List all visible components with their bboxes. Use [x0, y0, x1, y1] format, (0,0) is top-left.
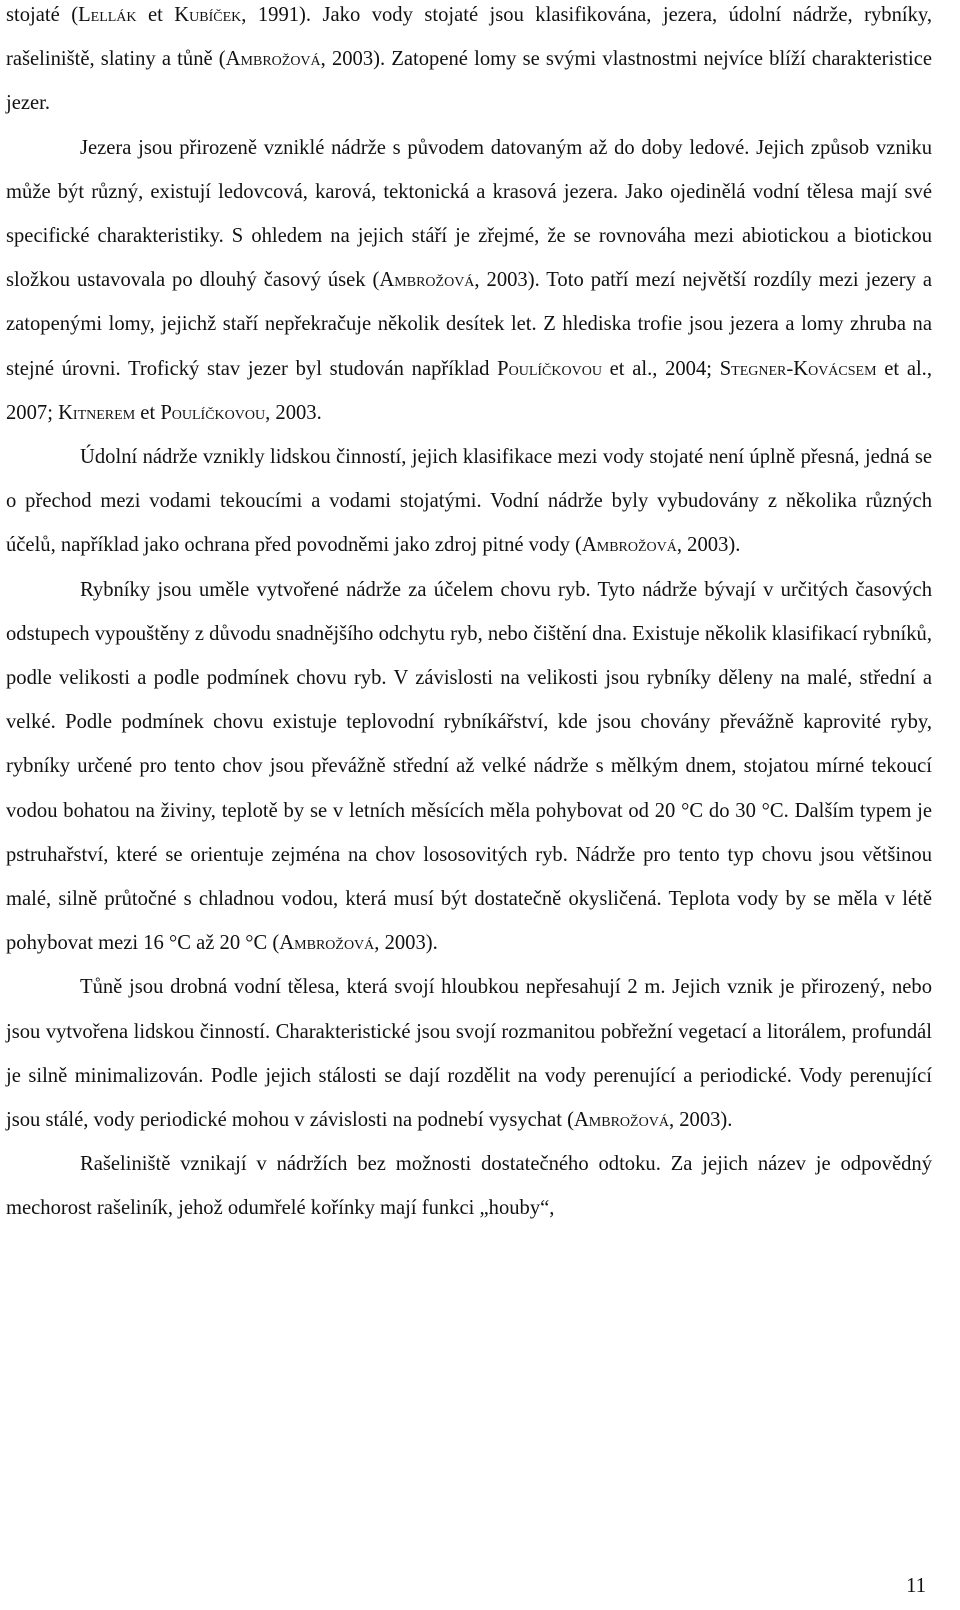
text-run: et	[136, 4, 175, 26]
author-citation: Ambrožová	[279, 932, 375, 955]
page-body	[6, 0, 932, 1231]
text-run: stojaté (	[6, 4, 79, 26]
text-run: , 1991). Jako vody stojaté jsou klasifikována, jezera, údolní nádrže, rybníky, rašeliniště, slatiny a tůně (	[6, 4, 932, 71]
author-citation: Ambrožová	[225, 48, 321, 71]
paragraph	[6, 568, 932, 966]
paragraph	[6, 1142, 932, 1230]
author-citation: Poulíčkovou	[497, 357, 602, 380]
page-number: 11	[906, 1575, 926, 1597]
text-run: Tůně jsou drobná vodní tělesa, která svojí hloubkou nepřesahují 2 m. Jejich vznik je přirozený, nebo jsou vytvořena lidskou činností. Charakteristické jsou svojí rozmanitou pobřežní vegetací a litorálem, profundál je silně minimalizován. Podle jejich stálosti se dají rozdělit na vody perenující a periodické. Vody perenující jsou stálé, vody periodické mohou v závislosti na podnebí vysychat (	[6, 976, 932, 1132]
text-run: , 2003).	[676, 534, 741, 557]
author-citation: Stegner-Kovácsem	[719, 357, 877, 380]
paragraph	[6, 126, 932, 435]
author-citation: Ambrožová	[573, 1109, 669, 1132]
author-citation: Lellák	[78, 4, 137, 26]
text-run: , 2003).	[668, 1109, 733, 1132]
paragraph	[6, 435, 932, 568]
paragraph-list	[6, 0, 932, 1231]
text-run: Rašeliniště vznikají v nádržích bez možnosti dostatečného odtoku. Za jejich název je odpovědný mechorost rašeliník, jehož odumřelé kořínky mají funkci „houby“,	[6, 1153, 932, 1220]
text-run: , 2003).	[374, 932, 438, 955]
paragraph	[6, 965, 932, 1142]
text-run: , 2003). Toto patří mezí největší rozdíly mezi jezery a zatopenými lomy, jejichž staří nepřekračuje několik desítek let. Z hlediska trofie jsou jezera a lomy zhruba na stejné úrovni. Trofický stav jezer byl studován například	[6, 269, 932, 380]
author-citation: Kubíček	[174, 4, 242, 26]
text-run: Jezera jsou přirozeně vzniklé nádrže s původem datovaným až do doby ledové. Jejich způsob vzniku může být různý, existují ledovcová, karová, tektonická a krasová jezera. Jako ojedinělá vodní tělesa mají své specifické charakteristiky. S ohledem na jejich stáří je zřejmé, že se rovnováha mezi abiotickou a biotickou složkou ustavovala po dlouhý časový úsek (	[6, 136, 932, 292]
text-run: et al., 2004;	[601, 357, 720, 380]
author-citation: Ambrožová	[379, 269, 475, 292]
author-citation: Kitnerem	[58, 401, 136, 424]
text-run: Rybníky jsou uměle vytvořené nádrže za účelem chovu ryb. Tyto nádrže bývají v určitých časových odstupech vypouštěny z důvodu snadnějšího odchytu ryb, nebo čištění dna. Existuje několik klasifikací rybníků, podle velikosti a podle podmínek chovu ryb. V závislosti na velikosti jsou rybníky děleny na malé, střední a velké. Podle podmínek chovu existuje teplovodní rybníkářství, kde jsou chovány převážně kaprovité ryby, rybníky určené pro tento chov jsou převážně střední až velké nádrže s mělkým dnem, stojatou mírné tekoucí vodou bohatou na živiny, teplotě by se v letních měsících měla pohybovat od 20 °C do 30 °C. Dalším typem je pstruhařství, které se orientuje zejména na chov lososovitých ryb. Nádrže pro tento typ chovu jsou většinou malé, silně průtočné s chladnou vodou, která musí být dostatečně okysličená. Teplota vody by se měla v létě pohybovat mezi 16 °C až 20 °C (	[6, 578, 932, 955]
paragraph	[6, 0, 932, 126]
author-citation: Poulíčkovou	[160, 401, 266, 424]
text-run: , 2003). Zatopené lomy se svými vlastnostmi nejvíce blíží charakteristice jezer.	[6, 48, 932, 115]
author-citation: Ambrožová	[581, 534, 677, 557]
text-run: et	[135, 401, 161, 424]
text-run: Údolní nádrže vznikly lidskou činností, jejich klasifikace mezi vody stojaté není úplně přesná, jedná se o přechod mezi vodami tekoucími a vodami stojatými. Vodní nádrže byly vybudovány z několika různých účelů, například jako ochrana před povodněmi jako zdroj pitné vody (	[6, 446, 932, 557]
text-run: et al., 2007;	[6, 357, 932, 424]
text-run: , 2003.	[265, 401, 322, 424]
